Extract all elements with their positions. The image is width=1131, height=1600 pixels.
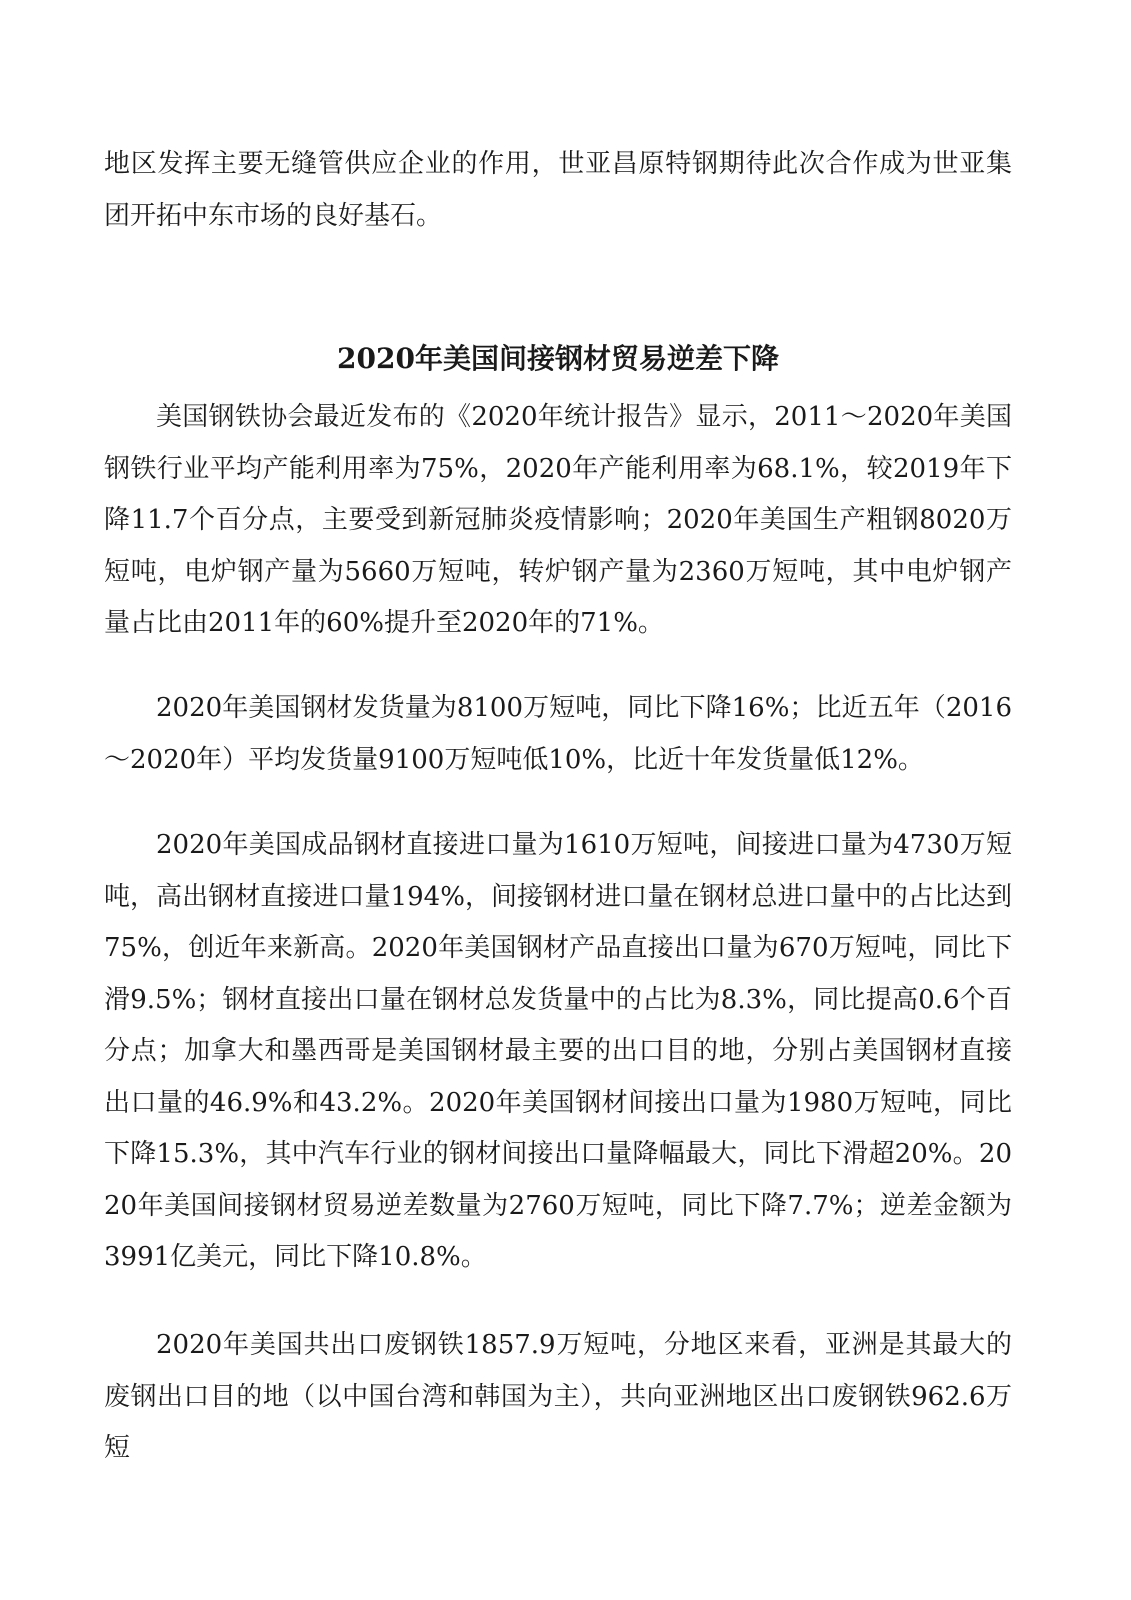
intro-paragraph: 地区发挥主要无缝管供应企业的作用，世亚昌原特钢期待此次合作成为世亚集团开拓中东市场的良好基石。 xyxy=(104,149,1012,231)
body-paragraph-3: 2020年美国成品钢材直接进口量为1610万短吨，间接进口量为4730万短吨，高出钢材直接进口量194%，间接钢材进口量在钢材总进口量中的占比达到75%，创近年来新高。2020年美国钢材产品直接出口量为670万短吨，同比下滑9.5%；钢材直接出口量在钢材总发货量中的占比为8.3%，同比提高0.6个百分点；加拿大和墨西哥是美国钢材最主要的出口目的地，分别占美国钢材直接出口量的46.9%和43.2%。2020年美国钢材间接出口量为1980万短吨，同比下降15.3%，其中汽车行业的钢材间接出口量降幅最大，同比下滑超20%。2020年美国间接钢材贸易逆差数量为2760万短吨，同比下降7.7%；逆差金额为3991亿美元，同比下降10.8%。 xyxy=(104,830,1012,1272)
body-paragraph-1: 美国钢铁协会最近发布的《2020年统计报告》显示，2011～2020年美国钢铁行业平均产能利用率为75%，2020年产能利用率为68.1%，较2019年下降11.7个百分点，主要受到新冠肺炎疫情影响；2020年美国生产粗钢8020万短吨，电炉钢产量为5660万短吨，转炉钢产量为2360万短吨，其中电炉钢产量占比由2011年的60%提升至2020年的71%。 xyxy=(104,402,1012,638)
article-title: 2020年美国间接钢材贸易逆差下降 xyxy=(337,342,779,375)
body-paragraph-4: 2020年美国共出口废钢铁1857.9万短吨，分地区来看，亚洲是其最大的废钢出口目的地（以中国台湾和韩国为主），共向亚洲地区出口废钢铁962.6万短 xyxy=(104,1330,1012,1463)
body-paragraph-2: 2020年美国钢材发货量为8100万短吨，同比下降16%；比近五年（2016～2020年）平均发货量9100万短吨低10%，比近十年发货量低12%。 xyxy=(104,693,1012,775)
